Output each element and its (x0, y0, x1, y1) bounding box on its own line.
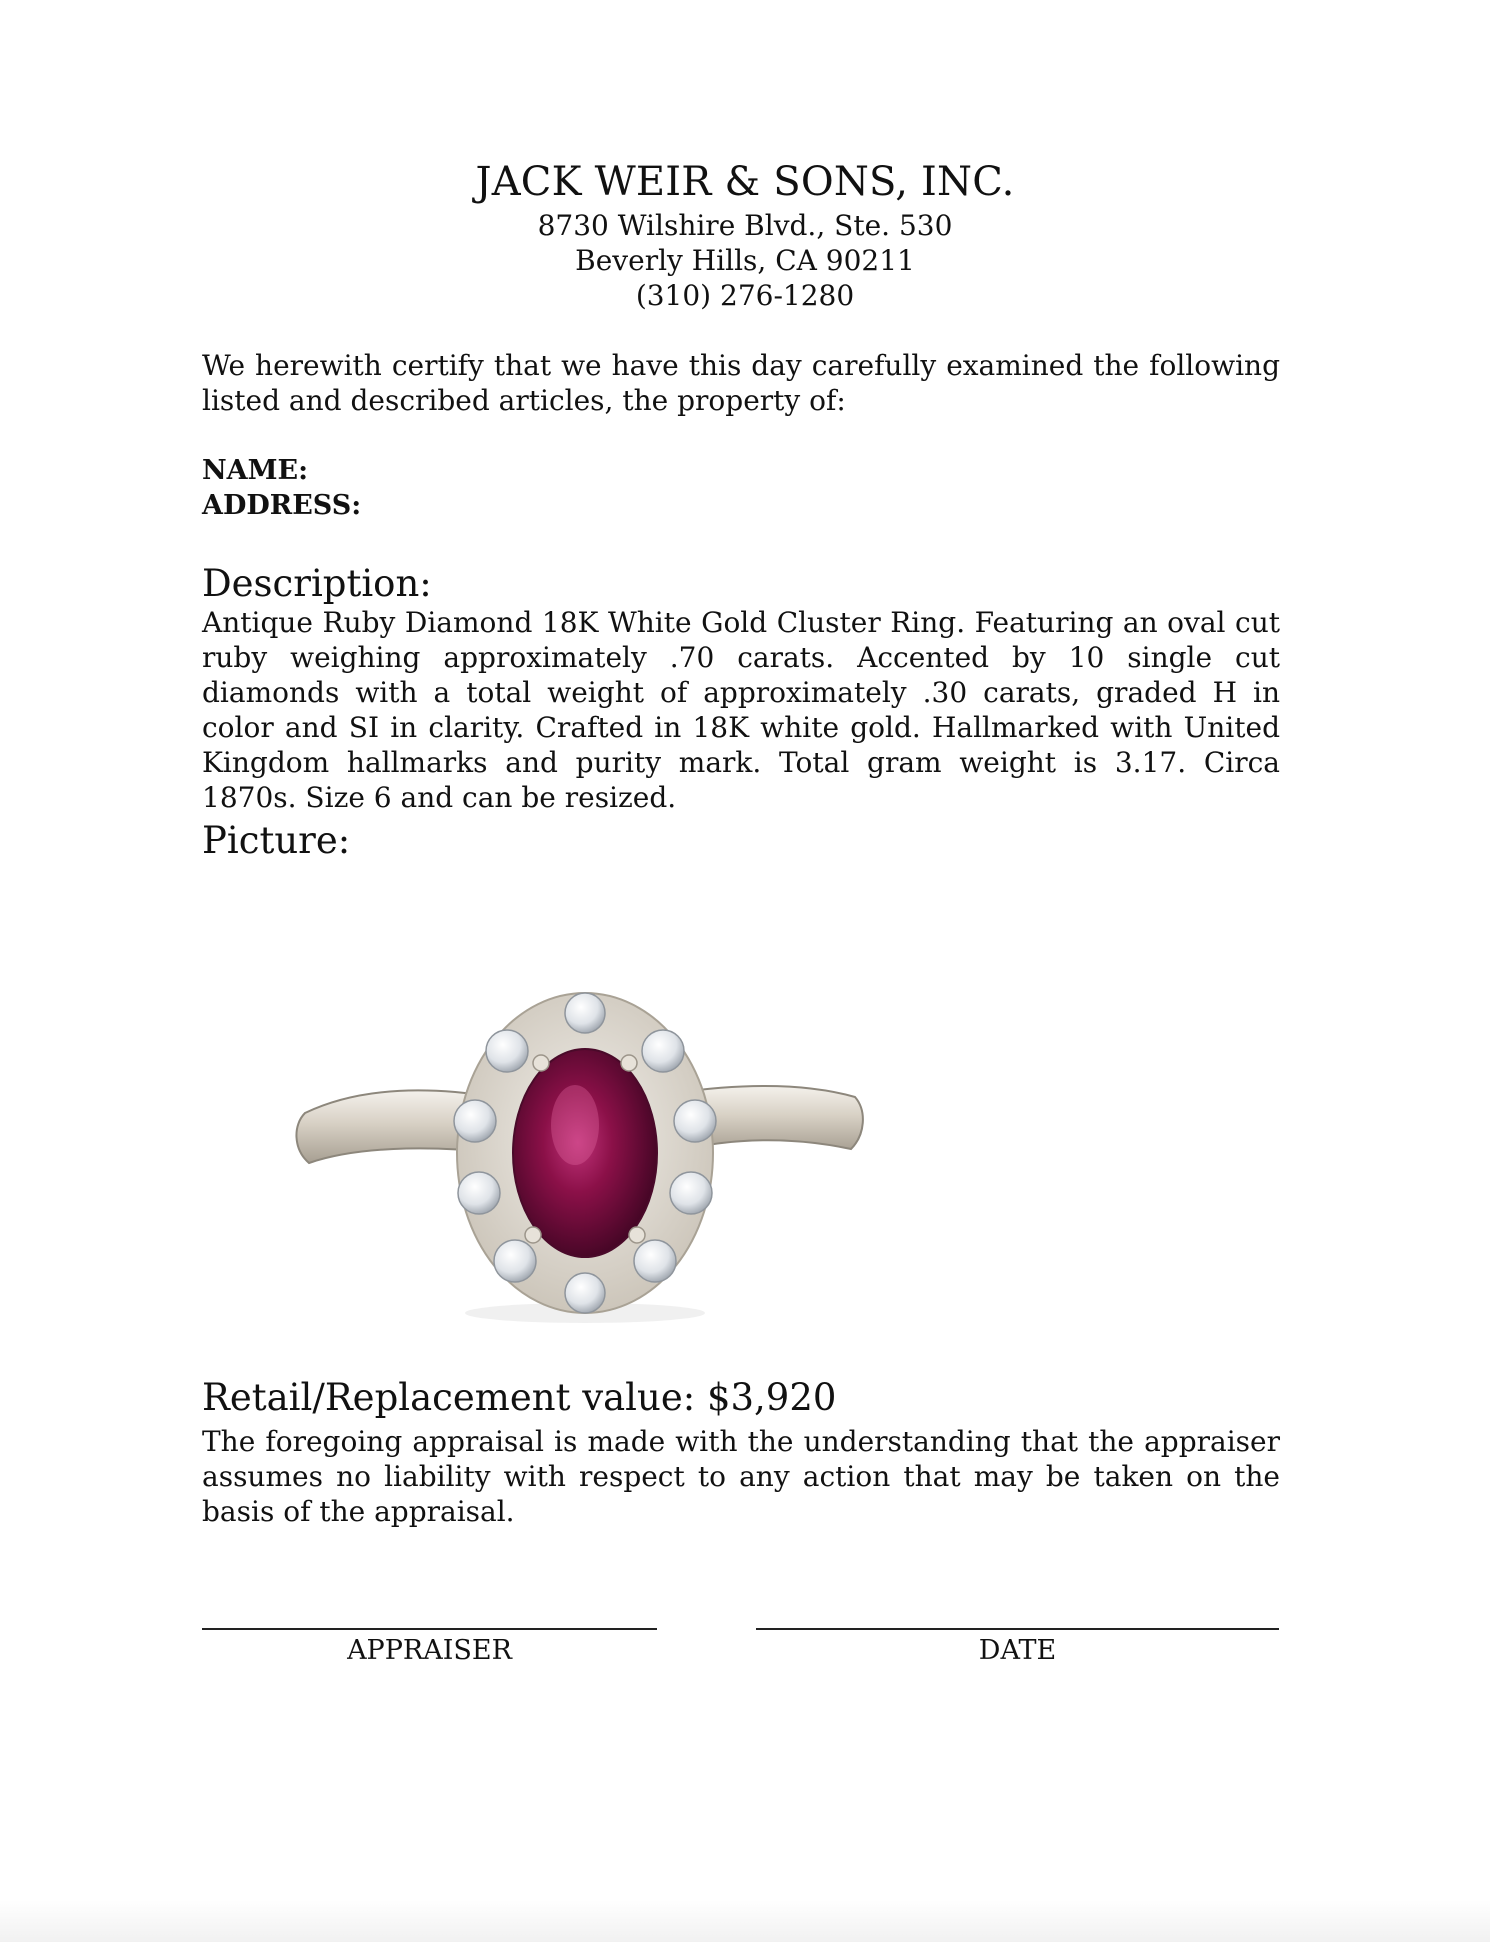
date-signature-line (756, 1628, 1279, 1630)
phone-number: (310) 276-1280 (635, 279, 855, 312)
address-label: ADDRESS: (202, 490, 362, 521)
letterhead (0, 156, 1490, 313)
ruby-highlight (551, 1085, 599, 1165)
name-label: NAME: (202, 455, 309, 486)
company-name: JACK WEIR & SONS, INC. (475, 159, 1015, 205)
city-address: Beverly Hills, CA 90211 (575, 244, 915, 277)
page-bottom-shade (0, 1900, 1490, 1942)
liability-disclaimer: The foregoing appraisal is made with the understanding that the appraiser assumes no liability with respect to any action that may be taken on the basis of the appraisal. (202, 1425, 1280, 1528)
appraiser-signature-line (202, 1628, 657, 1630)
value-heading: Retail/Replacement value: $3,920 (202, 1376, 837, 1419)
ring-photo (285, 985, 875, 1335)
certification-statement: We herewith certify that we have this day carefully examined the following listed and described articles, the property of: (202, 349, 1280, 417)
date-label: DATE (978, 1635, 1057, 1666)
appraiser-label: APPRAISER (347, 1635, 512, 1666)
description-text: Antique Ruby Diamond 18K White Gold Cluster Ring. Featuring an oval cut ruby weighing approximately .70 carats. Accented by 10 single cut diamonds with a total weight of approximately .30 carats, graded H in color and SI in clarity. Crafted in 18K white gold. Hallmarked with United Kingdom hallmarks and purity mark. Total gram weight is 3.17. Circa 1870s. Size 6 and can be resized. (202, 606, 1280, 814)
picture-heading: Picture: (202, 819, 351, 862)
description-heading: Description: (202, 562, 432, 605)
street-address: 8730 Wilshire Blvd., Ste. 530 (537, 209, 953, 242)
